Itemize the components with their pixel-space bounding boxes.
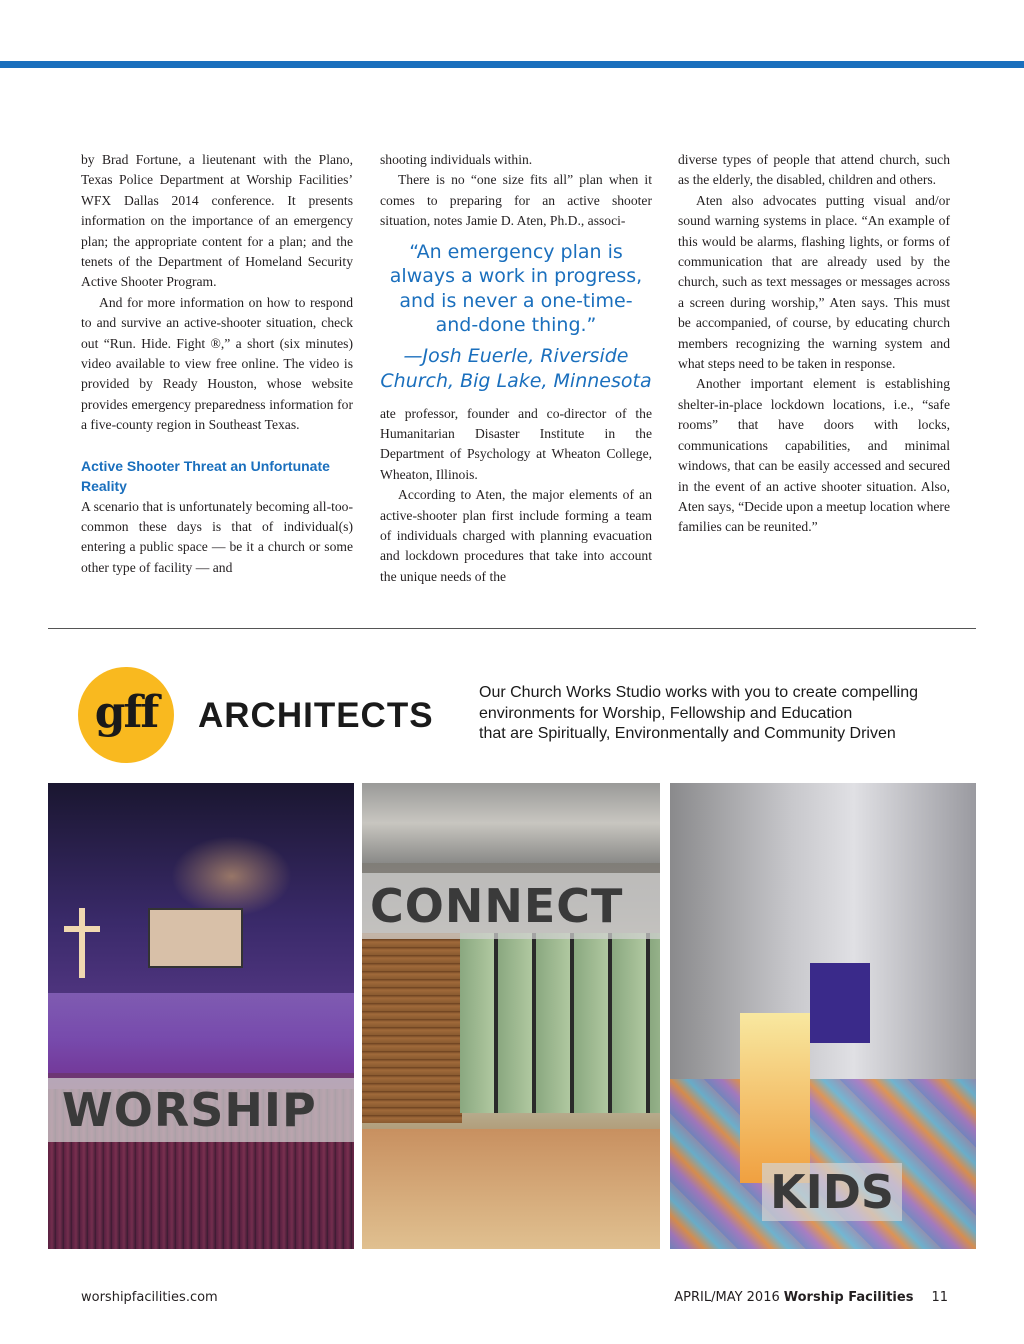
window-wall (460, 933, 660, 1113)
paragraph: And for more information on how to respond to and survive an active-shooter situation, check out “Run. Hide. Fight ®,” a short (six minutes) video available to view free online. The video is provided by Ready Houston, whose website provides emergency preparedness information for a five-county region in Southeast Texas. (81, 294, 353, 433)
ad-tagline (479, 683, 969, 745)
stage-lighting (48, 993, 354, 1073)
paragraph: ate professor, founder and co-director of the Humanitarian Disaster Institute in the Department of Psychology at Wheaton College, Wheaton, Illinois. (380, 405, 652, 482)
top-rule (0, 61, 1024, 68)
footer-url: worshipfacilities.com (81, 1290, 218, 1305)
issue-date: APRIL/MAY 2016 (674, 1290, 780, 1305)
paragraph: There is no “one size fits all” plan when it comes to preparing for an active shooter situation, notes Jamie D. Aten, Ph.D., associ- (380, 172, 652, 229)
reception-desk (740, 1013, 810, 1183)
page-number: 11 (931, 1290, 948, 1305)
magazine-name: Worship Facilities (783, 1290, 914, 1305)
wood-wall (362, 933, 462, 1123)
ad-brand-name: ARCHITECTS (198, 696, 434, 735)
worship-label: WORSHIP (48, 1078, 354, 1142)
projection-screen (148, 908, 243, 968)
article-column-1 (81, 150, 353, 578)
cross-icon (62, 908, 102, 978)
hallway (810, 963, 870, 1043)
kids-label: KIDS (762, 1163, 902, 1221)
connect-photo-panel (362, 783, 660, 1249)
tagline-line: Our Church Works Studio works with you to create compelling (479, 684, 918, 701)
paragraph: According to Aten, the major elements of an active-shooter plan first include forming a team of individuals charged with planning evacuation and lockdown procedures that take into account the unique needs of the (380, 487, 652, 584)
kids-photo-panel (670, 783, 976, 1249)
connect-label: CONNECT (362, 873, 660, 939)
article-column-3 (678, 150, 950, 538)
pull-quote-attribution: —Josh Euerle, Riverside Church, Big Lake, Minnesota (380, 344, 652, 392)
paragraph: diverse types of people that attend church, such as the elderly, the disabled, children and others. (678, 152, 950, 188)
tagline-line: environments for Worship, Fellowship and Education (479, 704, 853, 722)
paragraph: A scenario that is unfortunately becoming all-too-common these days is that of individual(s) entering a public space — be it a church or some other type of facility — and (81, 498, 353, 575)
lobby-floor (362, 1129, 660, 1249)
section-subhead: Active Shooter Threat an Unfortunate Reality (81, 457, 330, 495)
paragraph: by Brad Fortune, a lieutenant with the Plano, Texas Police Department at Worship Facilities’ WFX Dallas 2014 conference. It presents information on the importance of an emergency plan; the appropriate content for a plan; and the tenets of the Department of Homeland Security Active Shooter Program. (81, 152, 353, 290)
logo-text: gff (94, 686, 158, 738)
tagline-line: that are Spiritually, Environmentally and Community Driven (479, 725, 896, 742)
paragraph: Another important element is establishing shelter-in-place lockdown locations, i.e., “safe rooms” that have doors with locks, communications capabilities, and minimal windows, that can be easily accessed and secured in the event of an active shooter situation. Also, Aten says, “Decide upon a meetup location where families can be reunited.” (678, 376, 950, 535)
ceiling-duct (362, 783, 660, 863)
gff-logo (78, 667, 174, 763)
pull-quote (380, 240, 652, 394)
worship-photo-panel (48, 783, 354, 1249)
pull-quote-text: “An emergency plan is always a work in progress, and is never a one-time-and-done thing.” (389, 240, 643, 337)
footer-issue (674, 1290, 948, 1305)
ad-divider (48, 628, 976, 629)
article-column-2 (380, 150, 652, 587)
paragraph: shooting individuals within. (380, 152, 533, 167)
paragraph: Aten also advocates putting visual and/or sound warning systems in place. “An example of this would be alarms, flashing lights, or forms of communication that are already used by the church, such as text messages or messages across a screen during worship,” Aten says. This must be accompanied, of course, by educating church members recognizing the warning system and what steps need to be taken in response. (678, 192, 950, 372)
